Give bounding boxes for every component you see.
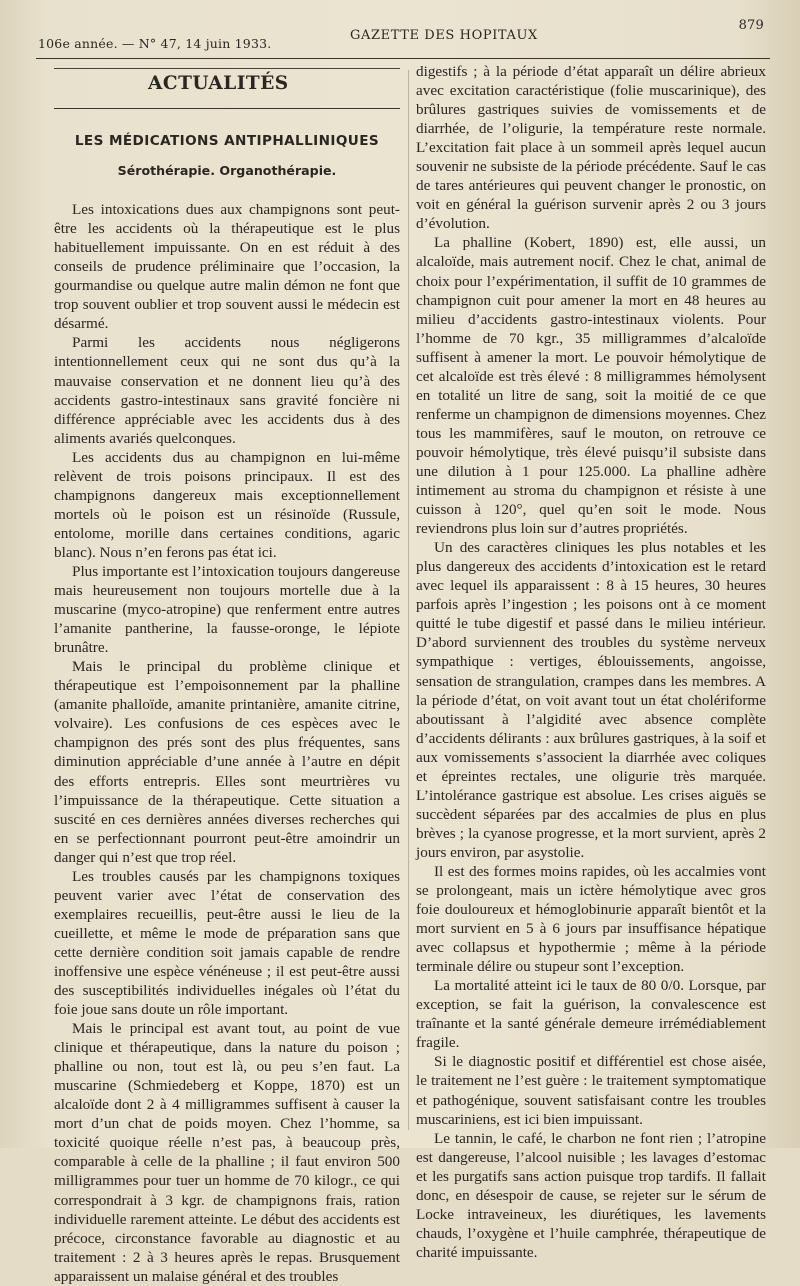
- paragraph-continued: digestifs ; à la période d’état apparaît un délire abrieux avec excitation caractéristique (folie muscarinique), des brûlures gastriques suivies de vomissements et de diarrhée, de l’oligurie, la température reste normale. L’excitation fait place à un sommeil après lequel aucun souvenir ne subsiste de la période précédente. Sauf le cas de tares antérieures qui peuvent changer le pronostic, on voit en général la guérison survenir après 2 ou 3 jours d’évolution.: [416, 63, 766, 233]
- paragraph: Les intoxications dues aux champignons sont peut-être les accidents où la thérapeutique est le plus habituellement impuissante. On en est réduit à des conseils de prudence préliminaire que l’occasion, la gourmandise ou quelque autre malin démon ne font que trop souvent oublier et trop souvent aussi le médecin est désarmé.: [54, 201, 400, 333]
- issue-info: 106e année. — N° 47, 14 juin 1933.: [38, 36, 272, 51]
- paragraph: Si le diagnostic positif et différentiel est chose aisée, le traitement ne l’est guère : le traitement symptomatique et pathogénique, souvent satisfaisant contre les troubles muscariniens, est ici bien impuissant.: [416, 1053, 766, 1128]
- paragraph: Parmi les accidents nous négligerons intentionnellement ceux qui ne sont dus qu’à la mauvaise conservation et ne donnent lieu qu’à des accidents gastro-intestinaux sans gravité foncière ni différence appréciable avec les accidents dus à des aliments avariés quelconques.: [54, 334, 400, 447]
- article-title: LES MÉDICATIONS ANTIPHALLINIQUES: [74, 133, 380, 149]
- paragraph: Les troubles causés par les champignons toxiques peuvent varier avec l’état de conservation des exemplaires recueillis, peut-être aussi le lieu de la cueillette, et même le mode de préparation sans que cette dernière condition soit jamais capable de rendre inoffensive une espèce vénéneuse ; il est peut-être aussi des susceptibilités individuelles inégales où l’état du foie joue sans doute un rôle important.: [54, 867, 400, 1019]
- column-divider: [408, 70, 409, 1130]
- article-subtitle: Sérothérapie. Organothérapie.: [117, 163, 337, 179]
- paragraph: La phalline (Kobert, 1890) est, elle aussi, un alcaloïde, mais autrement nocif. Chez le chat, animal de choix pour l’expérimentation, il suffit de 10 grammes de champignon cuit pour amener la mort en 48 heures au milieu d’accidents gastro-intestinaux violents. Pour l’homme de 70 kgr., 35 milligrammes d’alcaloïde suffisent à amener la mort. Le pouvoir hémolytique de cet alcaloïde est très élevé : 8 milligrammes hémolysent en totalité un litre de sang, soit la moitié de ce que renferme un champignon de dimensions moyennes. Chez tous les mammifères, sauf le mouton, on retrouve ce pouvoir hémolytique, très élevé puisqu’il subsiste dans une dilution à 1 pour 125.000. La phalline adhère intimement au stroma du champignon et résiste à une cuisson à 120°, quel qu’en soit le mode. Nous reviendrons plus loin sur d’autres propriétés.: [416, 234, 766, 538]
- rubric-block: [54, 60, 400, 118]
- paragraph: La mortalité atteint ici le taux de 80 0/0. Lorsque, par exception, se fait la guérison, la convalescence est traînante et la santé générale demeure irrémédiablement fragile.: [416, 977, 766, 1052]
- paragraph: Le tannin, le café, le charbon ne font rien ; l’atropine est dangereuse, l’alcool nuisible ; les lavages d’estomac et les purgatifs sans action puisque trop tardifs. Il fallait donc, en désespoir de cause, se rejeter sur le sérum de Locke intraveineux, les diurétiques, les lavements chauds, l’oxygène et l’huile camphrée, thérapeutique de charité impuissante.: [416, 1129, 766, 1261]
- paragraph: Un des caractères cliniques les plus notables et les plus dangereux des accidents d’intoxication est le retard avec lequel ils apparaissent : 8 à 15 heures, 30 heures parfois après l’ingestion ; les poisons ont à ce moment quitté le tube digestif et passé dans le milieu intérieur. D’abord surviennent des troubles du système nerveux sympathique : vertiges, éblouissements, angoisse, sensation de strangulation, crampes dans les membres. A la période d’état, on voit avant tout un état cholériforme aboutissant à l’algidité avec absence complète d’accidents délirants : aux brûlures gastriques, à la soif et aux vomissements s’associent la diarrhée avec coliques et épreintes rectales, une oligurie très marquée. L’intolérance gastrique est absolue. Les crises aiguës se succèdent séparées par des accalmies de plus en plus brèves ; la cyanose progresse, et la mort survient, après 2 jours environ, par asystolie.: [416, 539, 766, 861]
- journal-title: GAZETTE DES HOPITAUX: [350, 28, 538, 43]
- paragraph: Mais le principal est avant tout, au point de vue clinique et thérapeutique, dans la nature du poison ; phalline ou non, tout est là, ou peu s’en faut. La muscarine (Schmiedeberg et Koppe, 1870) est un alcaloïde dont 2 à 4 milligrammes suffisent à causer la mort d’un chat de poids moyen. Chez l’homme, sa toxicité quoique réelle n’est pas, à beaucoup près, comparable à celle de la phalline ; il faut environ 500 milligrammes pour tuer un homme de 70 kilogr., ce qui correspondrait à 3 kgr. de champignons frais, ration individuelle rarement atteinte. Le début des accidents est précoce, circonstance favorable au diagnostic et au traitement : 2 à 3 heures après le repas. Brusquement apparaissent un malaise général et des troubles: [54, 1020, 400, 1285]
- page-header: [38, 18, 764, 54]
- section-rubric: ACTUALITÉS: [148, 73, 289, 94]
- paragraph: Plus importante est l’intoxication toujours dangereuse mais heureusement non toujours mortelle due à la muscarine (myco-atropine) que renferment entre autres l’amanite pantherine, la fausse-oronge, le lépiote brunâtre.: [54, 562, 400, 657]
- paragraph: Mais le principal du problème clinique et thérapeutique est l’empoisonnement par la phalline (amanite phalloïde, amanite printanière, amanite citrine, volvaire). Les confusions de ces espèces avec le champignon des prés sont des plus fréquentes, sans diminution appréciable d’une année à l’autre en dépit des efforts entrepris. Elles sont meurtrières vu l’impuissance de la thérapeutique. Cette situation a suscité en ces dernières années diverses recherches qui en se perfectionnant pourront peut-être amoindrir un danger qui n’est que trop réel.: [54, 658, 400, 866]
- rubric-rule-top: [54, 68, 400, 69]
- paragraph: Il est des formes moins rapides, où les accalmies vont se prolongeant, mais un ictère hémolytique avec gros foie douloureux et hémoglobinurie apparaît bientôt et la mort survient en 5 à 6 jours par insuffisance hépatique avec collapsus et hypothermie ; même à la période terminale délire ou stupeur sont l’exception.: [416, 862, 766, 976]
- header-rule: [36, 58, 770, 59]
- right-column: [416, 62, 766, 1262]
- page-number: 879: [738, 18, 764, 33]
- paragraph: Les accidents dus au champignon en lui-même relèvent de trois poisons principaux. Il est des champignons dangereux mais exceptionnellement mortels où le poison est un résinoïde (Russule, entolome, morille dans certaines conditions, agaric blanc). Nous n’en ferons pas état ici.: [54, 448, 400, 561]
- left-column: [54, 60, 400, 1286]
- rubric-rule-bottom: [54, 108, 400, 109]
